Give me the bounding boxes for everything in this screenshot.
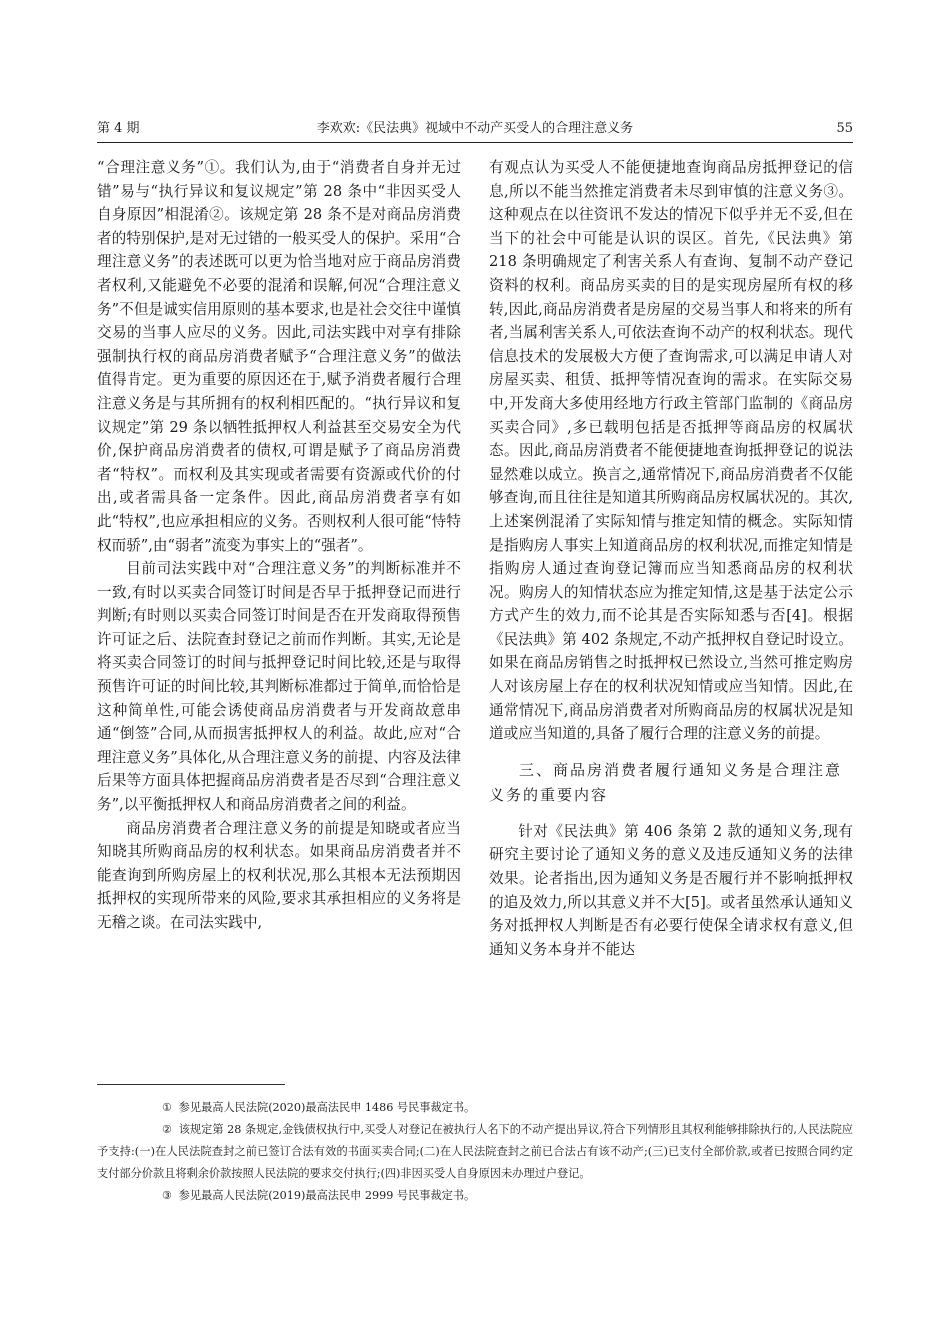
section-heading: 三、商品房消费者履行通知义务是合理注意义务的重要内容 [489, 760, 843, 804]
paragraph: 商品房消费者合理注意义务的前提是知晓或者应当知晓其所购商品房的权利状态。如果商品房消费者并不能查询到所购房屋上的权利状况,那么其根本无法预期因抵押权的实现所带来的风险,要求其承担相应的义务将是无稽之谈。在司法实践中, [97, 819, 461, 931]
footnote-text: 参见最高人民法院(2019)最高法民申 2999 号民事裁定书。 [178, 1189, 476, 1202]
running-title: 李欢欢:《民法典》视域中不动产买受人的合理注意义务 [316, 121, 634, 136]
right-column [489, 156, 853, 961]
paragraph: 有观点认为买受人不能便捷地查询商品房抵押登记的信息,所以不能当然推定消费者未尽到审慎的注意义务③。这种观点在以往资讯不发达的情况下似乎并无不妥,但在当下的社会中可能是认识的误区。首先,《民法典》第 218 条明确规定了利害关系人有查询、复制不动产登记资料的权利。商品房买卖的目的是实现房屋所有权的移转,因此,商品房消费者是房屋的交易当事人和将来的所有者,当属利害关系人,可依法查询不动产的权利状态。现代信息技术的发展极大方便了查询需求,可以满足申请人对房屋买卖、租赁、抵押等情况查询的需求。在实际交易中,开发商大多使用经地方行政主管部门监制的《商品房买卖合同》,多已载明包括是否抵押等商品房的权属状态。因此,商品房消费者不能便捷地查询抵押登记的说法显然难以成立。换言之,通常情况下,商品房消费者不仅能够查询,而且往往是知道其所购商品房权属状况的。其次,上述案例混淆了实际知情与推定知情的概念。实际知情是指购房人事实上知道商品房的权利状况,而推定知情是指购房人通过查询登记簿而应当知悉商品房的权利状况。购房人的知情状态应为推定知情,这是基于法定公示方式产生的效力,而不论其是否实际知悉与否[4]。根据《民法典》第 402 条规定,不动产抵押权自登记时设立。如果在商品房销售之时抵押权已然设立,当然可推定购房人对该房屋上存在的权利状况知情或应当知情。因此,在通常情况下,商品房消费者对所购商品房的权属状况是知道或应当知道的,具备了履行合理的注意义务的前提。 [489, 159, 853, 743]
footnotes [97, 1097, 853, 1207]
page-header [97, 118, 853, 143]
paragraph: “合理注意义务”①。我们认为,由于“消费者自身并无过错”易与“执行异议和复议规定”第 28 条中“非因买受人自身原因”相混淆②。该规定第 28 条不是对商品房消费者的特别保护,是对无过错的一般买受人的保护。采用“合理注意义务”的表述既可以更为恰当地对应于商品房消费者权利,又能避免不必要的混淆和误解,何况“合理注意义务”不但是诚实信用原则的基本要求,也是社会交往中谨慎交易的当事人应尽的义务。因此,司法实践中对享有排除强制执行权的商品房消费者赋予“合理注意义务”的做法值得肯定。更为重要的原因还在于,赋予消费者履行合理注意义务是与其所拥有的权利相匹配的。“执行异议和复议规定”第 29 条以牺牲抵押权人利益甚至交易安全为代价,保护商品房消费者的债权,可谓是赋予了商品房消费者“特权”。而权利及其实现或者需要有资源或代价的付出,或者需具备一定条件。因此,商品房消费者享有如此“特权”,也应承担相应的义务。否则权利人很可能“恃特权而骄”,由“弱者”流变为事实上的“强者”。 [97, 159, 461, 554]
footnote-item [97, 1097, 853, 1119]
footnote-mark: ② [161, 1123, 172, 1136]
left-column [97, 156, 461, 935]
footnote-text: 该规定第 28 条规定,金钱债权执行中,买受人对登记在被执行人名下的不动产提出异议,符合下列情形且其权利能够排除执行的,人民法院应予支持:(一)在人民法院查封之前已签订合法有效的书面买卖合同;(二)在人民法院查封之前已合法占有该不动产;(三)已支付全部价款,或者已按照合同约定支付部分价款且将剩余价款按照人民法院的要求交付执行;(四)非因买受人自身原因未办理过户登记。 [97, 1123, 853, 1180]
footnote-divider [97, 1084, 285, 1085]
paragraph: 目前司法实践中对“合理注意义务”的判断标准并不一致,有时以买卖合同签订时间是否早于抵押登记而进行判断;有时则以买卖合同签订时间是否在开发商取得预售许可证之后、法院查封登记之前而作判断。其实,无论是将买卖合同签订的时间与抵押登记时间比较,还是与取得预售许可证的时间比较,其判断标准都过于简单,而恰恰是这种简单性,可能会诱使商品房消费者与开发商故意串通“倒签”合同,从而损害抵押权人的利益。故此,应对“合理注意义务”具体化,从合理注意义务的前提、内容及法律后果等方面具体把握商品房消费者是否尽到“合理注意义务”,以平衡抵押权人和商品房消费者之间的利益。 [97, 560, 461, 814]
issue-number: 第 4 期 [97, 121, 140, 136]
footnote-mark: ① [161, 1101, 172, 1114]
footnote-item [97, 1185, 853, 1207]
footnote-item [97, 1119, 853, 1185]
page-number: 55 [836, 121, 853, 136]
footnote-mark: ③ [161, 1189, 172, 1202]
footnote-text: 参见最高人民法院(2020)最高法民申 1486 号民事裁定书。 [178, 1101, 476, 1114]
paragraph: 针对《民法典》第 406 条第 2 款的通知义务,现有研究主要讨论了通知义务的意义及违反通知义务的法律效果。论者指出,因为通知义务是否履行并不影响抵押权的追及效力,所以其意义并不大[5]。或者虽然承认通知义务对抵押权人判断是否有必要行使保全请求权有意义,但通知义务本身并不能达 [489, 822, 853, 958]
